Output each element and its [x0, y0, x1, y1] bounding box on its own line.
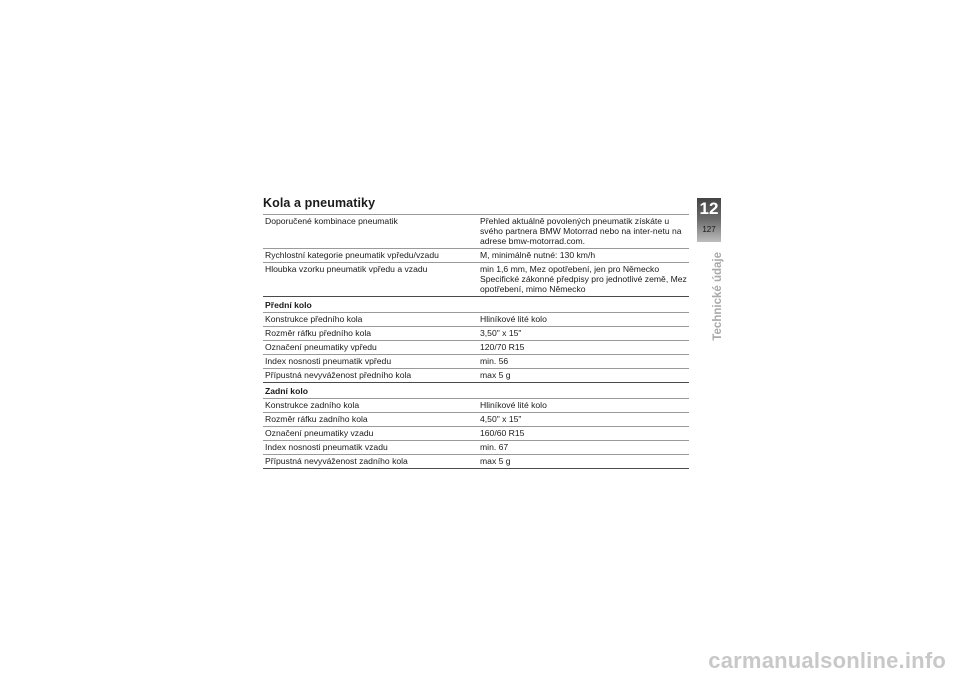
table-row	[263, 441, 689, 455]
table-row	[263, 455, 689, 469]
row-label: Označení pneumatiky vzadu	[263, 427, 478, 441]
row-label: Přípustná nevyváženost zadního kola	[263, 455, 478, 469]
row-value: max 5 g	[478, 455, 689, 469]
chapter-number: 12	[699, 199, 719, 218]
page-title: Kola a pneumatiky	[263, 196, 376, 210]
row-value: min. 56	[478, 355, 689, 369]
page-number: 127	[702, 225, 716, 234]
row-value: min 1,6 mm, Mez opotřebení, jen pro Německo Specifické zákonné předpisy pro jednotlivé země, Mez opotřebení, mimo Německo	[478, 263, 689, 297]
table-row	[263, 215, 689, 249]
row-value: 4,50" x 15"	[478, 413, 689, 427]
row-value: min. 67	[478, 441, 689, 455]
chapter-side-title: Technické údaje	[712, 252, 724, 341]
row-label: Index nosnosti pneumatik vpředu	[263, 355, 478, 369]
section-heading-label: Přední kolo	[263, 297, 689, 313]
row-label: Konstrukce zadního kola	[263, 399, 478, 413]
table-row	[263, 399, 689, 413]
section-heading-front	[263, 297, 689, 313]
table-row	[263, 249, 689, 263]
table-row	[263, 355, 689, 369]
table-row	[263, 413, 689, 427]
row-label: Označení pneumatiky vpředu	[263, 341, 478, 355]
table-row	[263, 313, 689, 327]
row-value: M, minimálně nutné: 130 km/h	[478, 249, 689, 263]
row-value: Přehled aktuálně povolených pneumatik získáte u svého partnera BMW Motorrad nebo na inter-netu na adrese bmw-motorrad.com.	[478, 215, 689, 249]
row-value: 160/60 R15	[478, 427, 689, 441]
section-heading-rear	[263, 383, 689, 399]
row-value: Hliníkové lité kolo	[478, 399, 689, 413]
row-value: 3,50" x 15"	[478, 327, 689, 341]
row-label: Rozměr ráfku zadního kola	[263, 413, 478, 427]
chapter-tab	[697, 198, 721, 242]
row-label: Index nosnosti pneumatik vzadu	[263, 441, 478, 455]
table-row	[263, 369, 689, 383]
row-value: Hliníkové lité kolo	[478, 313, 689, 327]
row-label: Přípustná nevyváženost předního kola	[263, 369, 478, 383]
spec-table	[263, 214, 689, 469]
row-label: Hloubka vzorku pneumatik vpředu a vzadu	[263, 263, 478, 297]
table-row	[263, 263, 689, 297]
row-label: Rozměr ráfku předního kola	[263, 327, 478, 341]
watermark: carmanualsonline.info	[708, 648, 946, 673]
row-value: 120/70 R15	[478, 341, 689, 355]
row-label: Rychlostní kategorie pneumatik vpředu/vzadu	[263, 249, 478, 263]
table-row	[263, 427, 689, 441]
table-row	[263, 327, 689, 341]
section-heading-label: Zadní kolo	[263, 383, 689, 399]
row-label: Konstrukce předního kola	[263, 313, 478, 327]
table-row	[263, 341, 689, 355]
row-label: Doporučené kombinace pneumatik	[263, 215, 478, 249]
row-value: max 5 g	[478, 369, 689, 383]
